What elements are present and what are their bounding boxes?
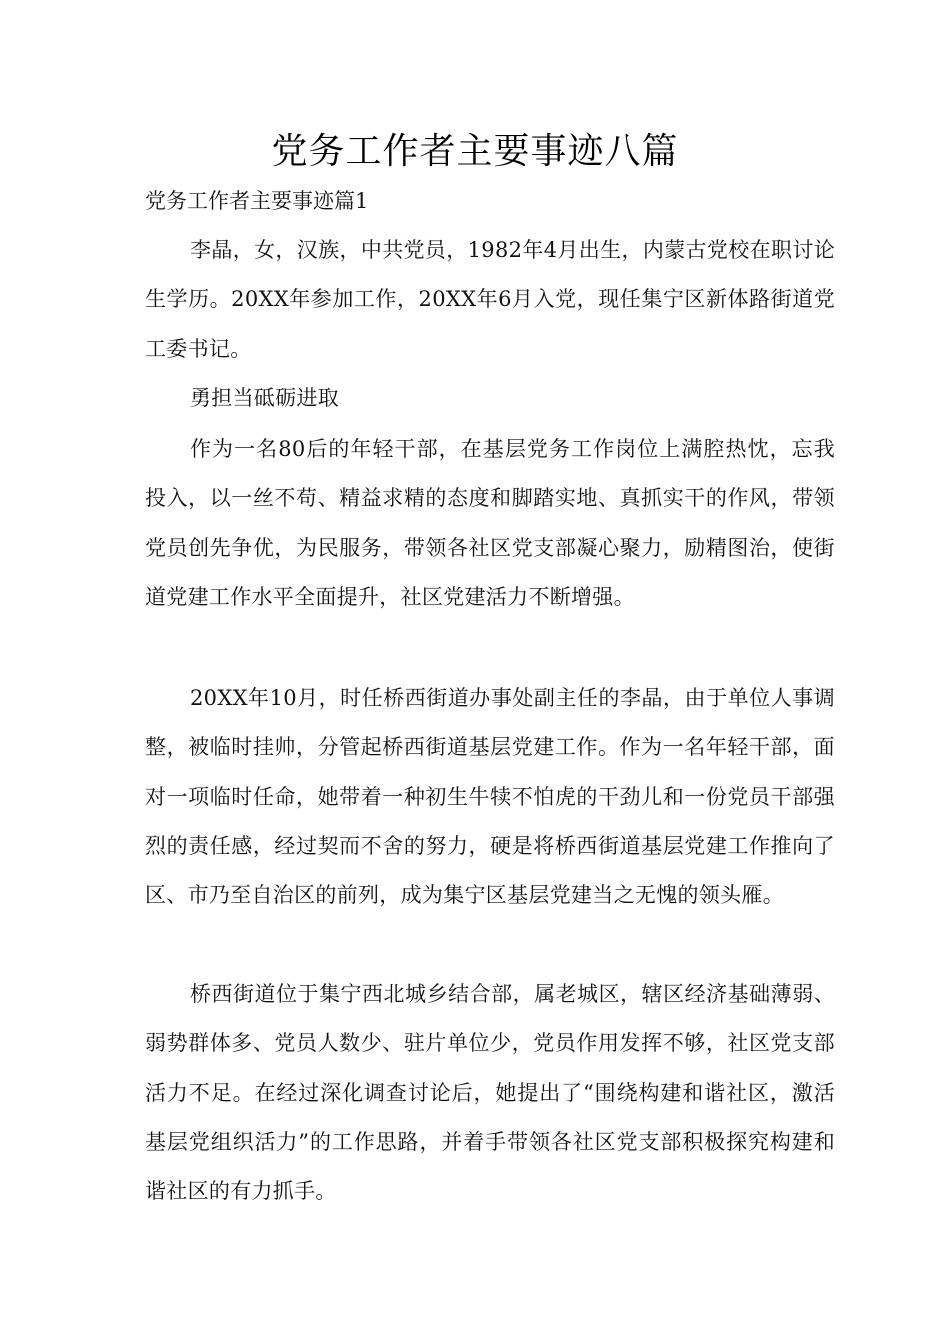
paragraph-subheading: 勇担当砥砺进取 bbox=[190, 386, 340, 410]
section-heading: 党务工作者主要事迹篇1 bbox=[145, 189, 369, 213]
paragraph-appointment: 20XX年10月，时任桥西街道办事处副主任的李晶，由于单位人事调整，被临时挂帅，分管起桥西街道基层党建工作。作为一名年轻干部，面对一项临时任命，她带着一种初生牛犊不怕虎的干劲儿和一份党员干部强烈的责任感，经过契而不舍的努力，硬是将桥西街道基层党建工作推向了区、市乃至自治区的前列，成为集宁区基层党建当之无愧的领头雁。 bbox=[145, 686, 835, 908]
document-title: 党务工作者主要事迹八篇 bbox=[271, 131, 679, 172]
paragraph-profile: 李晶，女，汉族，中共党员，1982年4月出生，内蒙古党校在职讨论生学历。20XX年参加工作，20XX年6月入党，现任集宁区新体路街道党工委书记。 bbox=[145, 238, 835, 361]
paragraph-intro: 作为一名80后的年轻干部，在基层党务工作岗位上满腔热忱，忘我投入，以一丝不苟、精益求精的态度和脚踏实地、真抓实干的作风，带领党员创先争优，为民服务，带领各社区党支部凝心聚力，励精图治，使街道党建工作水平全面提升，社区党建活力不断增强。 bbox=[145, 437, 835, 609]
paragraph-background: 桥西街道位于集宁西北城乡结合部，属老城区，辖区经济基础薄弱、弱势群体多、党员人数少、驻片单位少，党员作用发挥不够，社区党支部活力不足。在经过深化调查讨论后，她提出了“围绕构建和谐社区，激活基层党组织活力”的工作思路，并着手带领各社区党支部积极探究构建和谐社区的有力抓手。 bbox=[145, 982, 835, 1204]
